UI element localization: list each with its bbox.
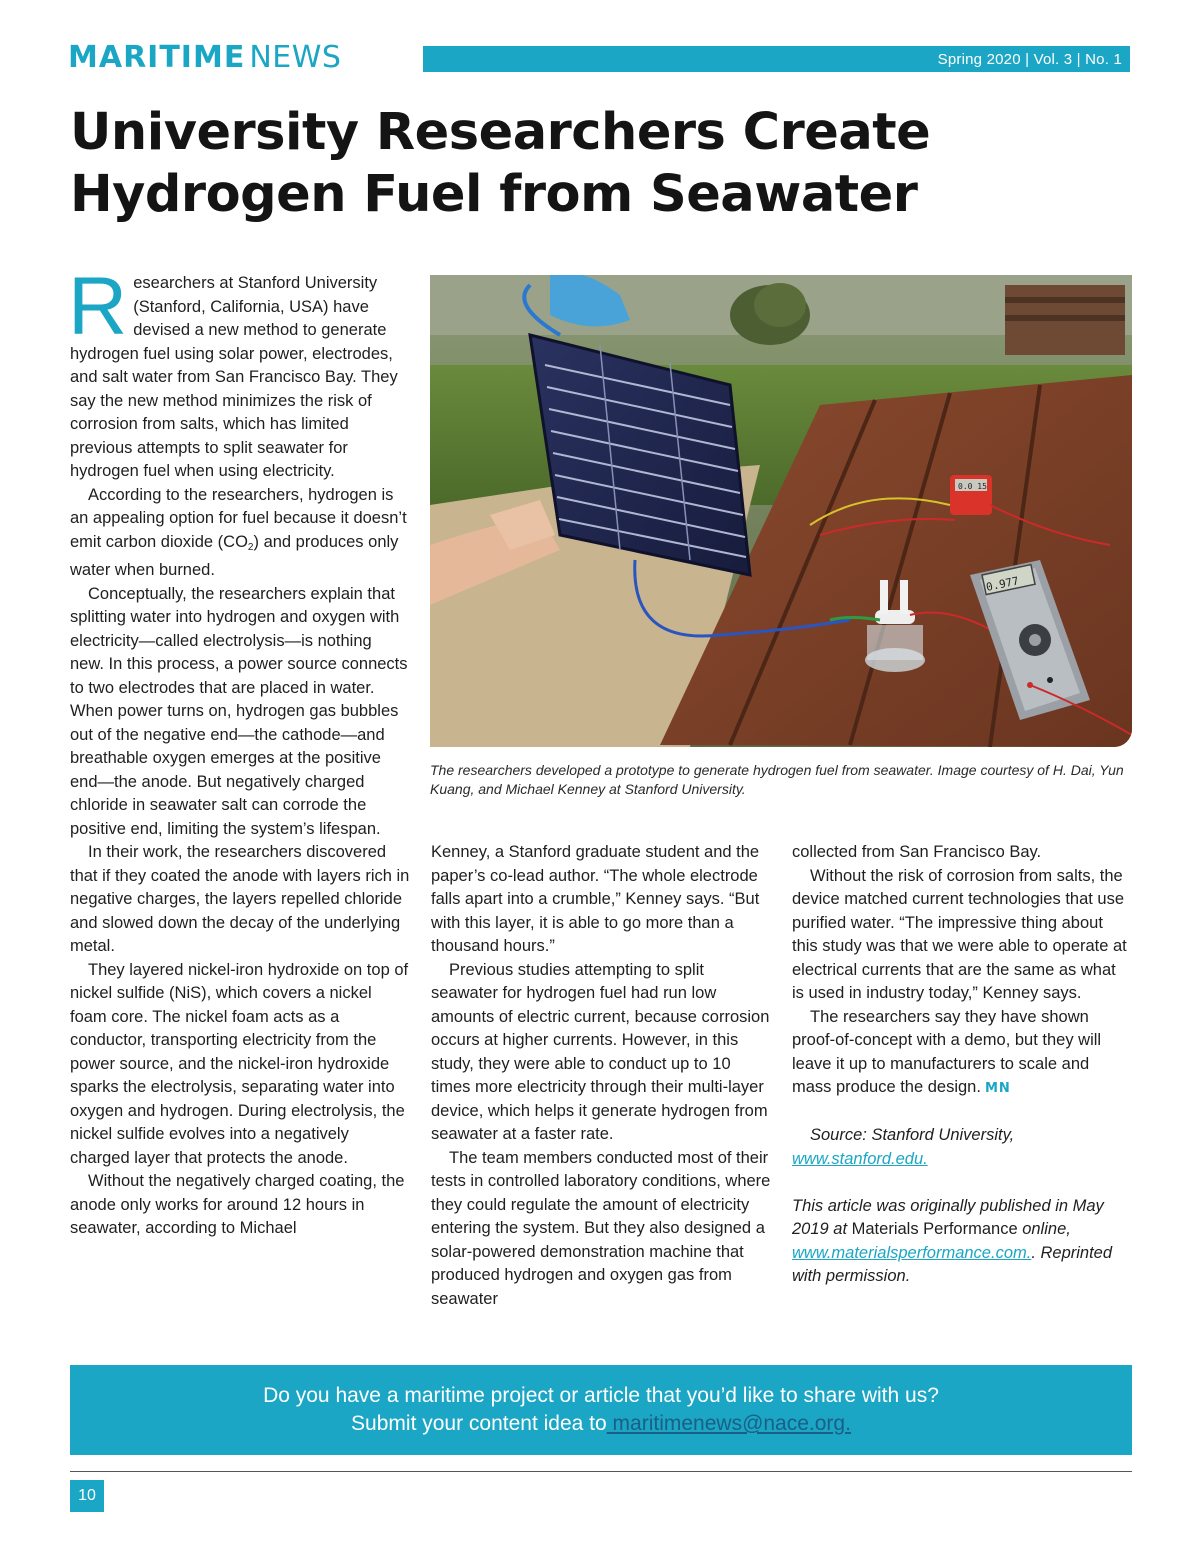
republication-note: This article was originally published in May 2019 at Materials Performance online, www.materialsperformance.com.. Reprinted with permission.: [792, 1196, 1113, 1285]
publication-name: Materials Performance: [851, 1220, 1018, 1238]
article-paragraph: Previous studies attempting to split seawater for hydrogen fuel had run low amounts of electric current, because corrosion occurs at higher currents. However, in this study, they were able to conduct up to 10 times more electricity through their multi-layer device, which helps it generate hydrogen from seawater at a faster rate.: [431, 960, 770, 1143]
masthead: [68, 40, 1130, 75]
brand-logo: [68, 40, 341, 74]
photo-caption: The researchers developed a prototype to generate hydrogen fuel from seawater. Image courtesy of H. Dai, Yun Kuang, and Michael Kenney at Stanford University.: [430, 762, 1124, 797]
page-number: 10: [70, 1480, 104, 1512]
article-column-1: [68, 261, 410, 1241]
article-paragraph: The researchers say they have shown proof-of-concept with a demo, but they will leave it up to manufacturers to scale and mass produce the design. MN: [792, 1007, 1102, 1096]
masthead-bar: [423, 46, 1130, 72]
brand-name-light: NEWS: [249, 40, 342, 75]
source-credit: Source: Stanford University, www.stanford.edu.: [792, 1126, 1015, 1168]
article-headline: University Researchers Create Hydrogen Fuel from Seawater: [70, 103, 931, 224]
email-link[interactable]: maritimenews@nace.org.: [606, 1412, 851, 1435]
article-paragraph: Conceptually, the researchers explain that splitting water into hydrogen and oxygen with electricity—called electrolysis—is nothing new. In this process, a power source connects to two electrodes that are placed in water. When power turns on, hydrogen gas bubbles out of the negative end—the cathode—and breathable oxygen emerges at the positive end—the anode. But negatively charged chloride in seawater salt can corrode the positive end, limiting the system’s lifespan.: [70, 584, 408, 838]
article-paragraph: Without the negatively charged coating, the anode only works for around 12 hours in seawater, according to Michael: [70, 1172, 405, 1237]
article-paragraph: The team members conducted most of their tests in controlled laboratory conditions, where they could regulate the amount of electricity entering the system. But they also designed a solar-powered demonstration machine that produced hydrogen and oxygen gas from seawater: [431, 1148, 771, 1308]
article-paragraph: Without the risk of corrosion from salts, the device matched current technologies that use purified water. “The impressive thing about this study was that we were able to operate at electrical currents that are the same as what is used in industry today,” Kenney says.: [792, 866, 1127, 1002]
article-photo: [430, 275, 1132, 747]
article-paragraph: They layered nickel-iron hydroxide on top of nickel sulfide (NiS), which covers a nickel foam core. The nickel foam acts as a conductor, transporting electricity from the power source, and the nickel-iron hydroxide sparks the electrolysis, separating water into oxygen and hydrogen. During electrolysis, the nickel sulfide evolves into a negatively charged layer that protects the anode.: [70, 960, 409, 1167]
article-paragraph: collected from San Francisco Bay.: [792, 843, 1042, 861]
article-paragraph: In their work, the researchers discovered that if they coated the anode with layers rich in negative charges, the layers repelled chloride and slowed down the decay of the underlying metal.: [70, 843, 410, 955]
source-link[interactable]: www.stanford.edu.: [792, 1149, 928, 1168]
publication-link[interactable]: www.materialsperformance.com.: [792, 1243, 1032, 1262]
meter-bottom-reading: 0.977: [984, 574, 1021, 594]
footer-divider: [70, 1471, 1132, 1472]
drop-cap: R: [68, 261, 128, 352]
end-of-article-mark: MN: [984, 1081, 1011, 1096]
submission-banner: [70, 1365, 1132, 1455]
article-paragraph: According to the researchers, hydrogen is an appealing option for fuel because it doesn’t emit carbon dioxide $(CO_2)$ and produces only water when burned.: [70, 485, 407, 579]
article-column-2: [431, 841, 771, 1311]
article-column-3: [792, 841, 1132, 1289]
banner-line-2: Submit your content idea to maritimenews@nace.org.: [351, 1412, 851, 1435]
meter-top-reading: 0.0 15: [958, 482, 987, 491]
brand-name-bold: MARITIME: [68, 40, 246, 75]
article-paragraph: Researchers at Stanford University (Stanford, California, USA) have devised a new method to generate hydrogen fuel using solar power, electrodes, and salt water from San Francisco Bay. They say the new method minimizes the risk of corrosion from salts, which has limited previous attempts to split seawater for hydrogen fuel when using electricity.: [68, 261, 398, 480]
banner-line-1: Do you have a maritime project or article that you’d like to share with us?: [263, 1384, 939, 1407]
article-paragraph: Kenney, a Stanford graduate student and the paper’s co-lead author. “The whole electrode falls apart into a crumble,” Kenney says. “But with this layer, it is able to go more than a thousand hours.”: [431, 843, 760, 955]
solar-electrolysis-photo: [430, 275, 1132, 747]
issue-info: Spring 2020 | Vol. 3 | No. 1: [937, 51, 1122, 68]
